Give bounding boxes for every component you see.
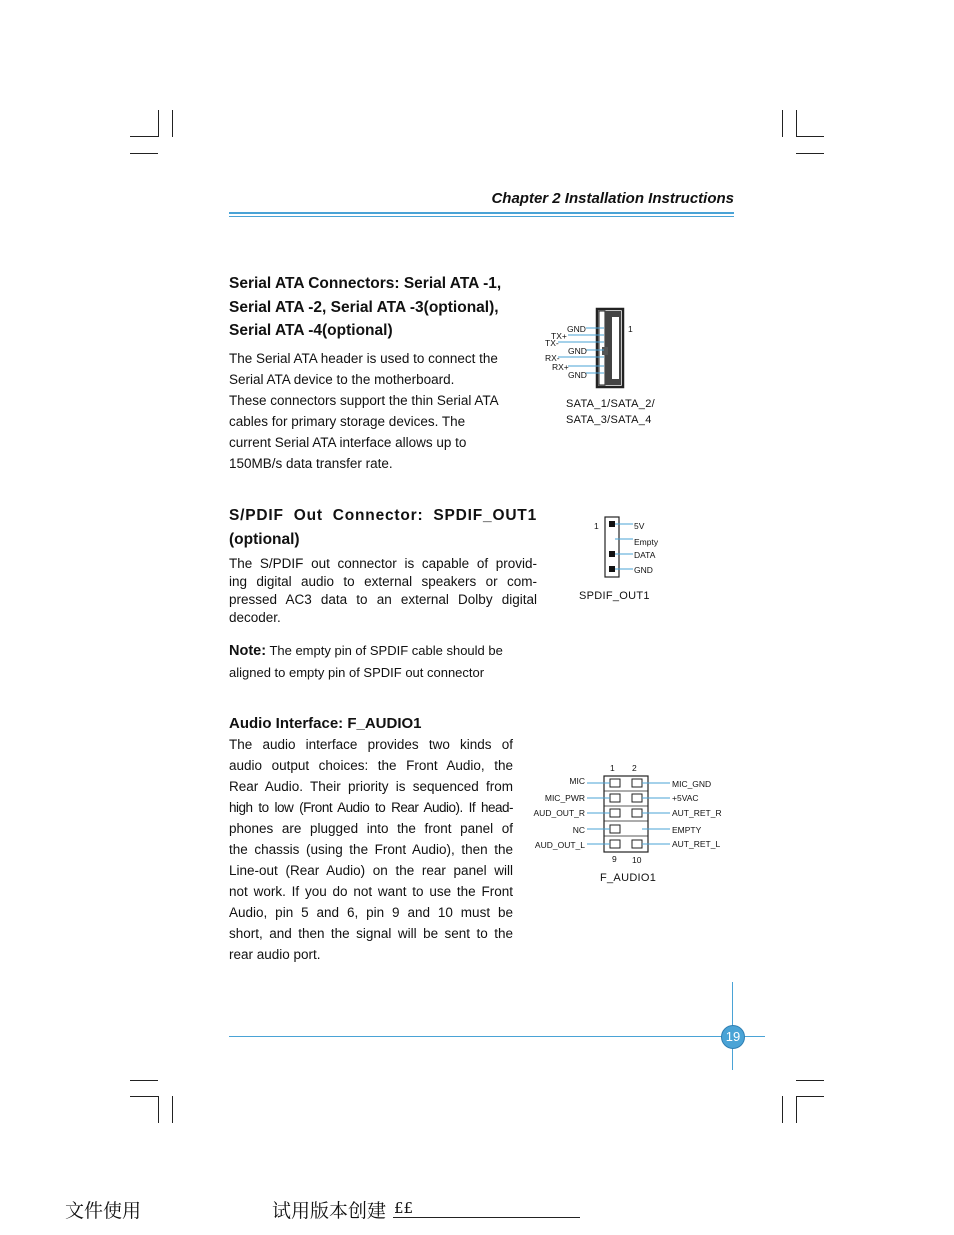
- sata-connector-diagram: [540, 305, 660, 395]
- note-text: The empty pin of SPDIF cable should be: [266, 643, 503, 658]
- audio-pin-number: 1: [610, 763, 615, 773]
- spdif-note: Note: The empty pin of SPDIF cable should be aligned to empty pin of SPDIF out connector: [229, 643, 503, 680]
- spdif-pin-label: GND: [634, 565, 653, 575]
- audio-left-pin-label: AUD_OUT_L: [534, 840, 585, 850]
- audio-caption: F_AUDIO1: [600, 872, 657, 884]
- watermark-right: 试用版本创建: [272, 1200, 387, 1222]
- chapter-title: Chapter 2 Installation Instructions: [491, 190, 734, 207]
- audio-heading: Audio Interface: F_AUDIO1: [229, 715, 422, 732]
- spdif-pin-label: 5V: [634, 521, 645, 531]
- sata-heading: Serial ATA Connectors: Serial ATA -1, Serial ATA -2, Serial ATA -3(optional), Serial ATA -4(optional): [229, 275, 502, 339]
- audio-left-pin-label: MIC: [569, 776, 585, 786]
- spdif-pin-label: DATA: [634, 550, 656, 560]
- audio-right-pin-label: AUT_RET_L: [672, 839, 721, 849]
- watermark-left: 文件使用: [65, 1200, 142, 1222]
- spdif-heading: S/PDIF Out Connector: SPDIF_OUT1 (optional): [229, 507, 537, 548]
- spdif-body: The S/PDIF out connector is capable of provid- ing digital audio to external speakers or com- pressed AC3 data to an external Dolby digital decoder.: [229, 556, 537, 625]
- audio-body: The audio interface provides two kinds of audio output choices: the Front Audio, the Rear Audio. Their priority is sequenced from high to low (Front Audio to Rear Audio). If head- phones are plugged into the front panel of the chassis (using the Front Audio), then the Line-out (Rear Audio) on the rear panel will not work. If you do not want to use the Front Audio, pin 5 and 6, pin 9 and 10 must be short, and then the signal will be sent to the rear audio port.: [229, 737, 513, 962]
- audio-pin-number: 10: [632, 855, 642, 865]
- sata-pin-label: GND: [568, 346, 587, 356]
- sata-pin-label: RX-: [545, 353, 560, 363]
- watermark-underline: [393, 1217, 580, 1218]
- note-label: Note:: [229, 643, 267, 659]
- audio-pin-number: 2: [632, 763, 637, 773]
- watermark-suffix: ££: [394, 1199, 414, 1217]
- audio-right-pin-label: MIC_GND: [672, 779, 712, 789]
- audio-left-pin-label: NC: [572, 825, 585, 835]
- sata-pin-label: RX+: [552, 362, 569, 372]
- audio-right-pin-label: +5VAC: [672, 793, 699, 803]
- audio-left-pin-label: AUD_OUT_R: [533, 808, 585, 818]
- header-rule-thin: [229, 216, 734, 217]
- spdif-pin-one: 1: [594, 521, 599, 531]
- header-rule: [229, 212, 734, 214]
- audio-connector-diagram: [585, 770, 675, 855]
- sata-pin-one: 1: [628, 324, 633, 334]
- audio-pin-number: 9: [612, 854, 617, 864]
- audio-right-pin-label: EMPTY: [672, 825, 702, 835]
- sata-pin-label: GND: [568, 370, 587, 380]
- sata-pin-label: GND: [567, 324, 586, 334]
- sata-pin-label: TX+: [551, 331, 567, 341]
- audio-right-pin-label: AUT_RET_R: [672, 808, 722, 818]
- sata-body: The Serial ATA header is used to connect the Serial ATA device to the motherboard. These connectors support the thin Serial ATA cables for primary storage devices. The current Serial ATA interface allows up to 150MB/s data transfer rate.: [229, 351, 499, 471]
- audio-left-pin-label: MIC_PWR: [544, 793, 585, 803]
- sata-pin-label: TX-: [545, 338, 559, 348]
- spdif-pin-label: Empty: [634, 537, 659, 547]
- footer-rule: [229, 1036, 765, 1037]
- page-number: 19: [721, 1025, 745, 1049]
- sata-caption: SATA_1/SATA_2/ SATA_3/SATA_4: [566, 398, 655, 426]
- spdif-caption: SPDIF_OUT1: [579, 590, 650, 602]
